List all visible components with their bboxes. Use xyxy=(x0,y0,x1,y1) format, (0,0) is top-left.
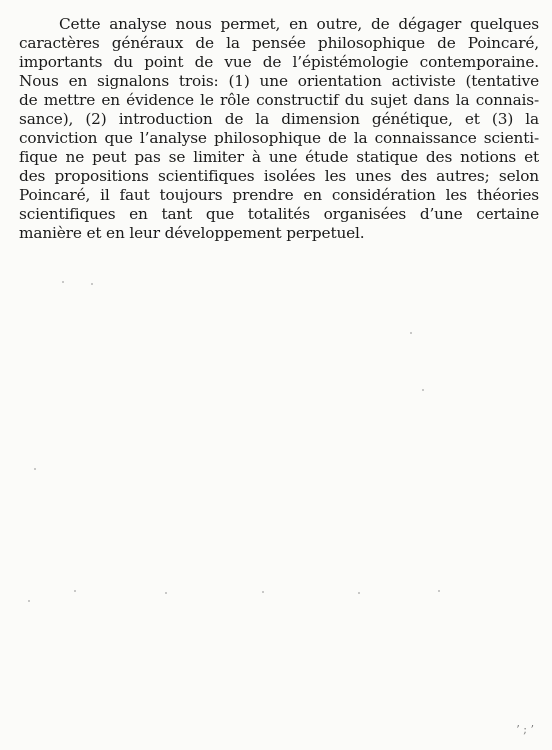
scan-speck xyxy=(438,590,440,592)
paragraph-line-8: fique ne peut pas se limiter à une étude statique des notions et xyxy=(19,148,539,166)
paragraph-line-11: scientifiques en tant que totalités organisées d’une certaine xyxy=(19,205,539,223)
paragraph-line-10: Poincaré, il faut toujours prendre en considération les théories xyxy=(19,186,539,204)
scan-speck xyxy=(422,389,424,391)
scan-speck xyxy=(28,600,30,602)
page-corner-mark: ’ ; ’ xyxy=(516,723,534,736)
body-paragraph xyxy=(19,15,539,243)
scan-speck xyxy=(62,281,64,283)
scan-speck xyxy=(358,592,360,594)
paragraph-line-5: de mettre en évidence le rôle constructif du sujet dans la connais- xyxy=(19,91,539,109)
scan-speck xyxy=(34,468,36,470)
scan-speck xyxy=(410,332,412,334)
scan-speck xyxy=(91,283,93,285)
paragraph-line-9: des propositions scientifiques isolées les unes des autres; selon xyxy=(19,167,539,185)
paragraph-line-3: importants du point de vue de l’épistémologie contemporaine. xyxy=(19,53,539,71)
scan-speck xyxy=(262,591,264,593)
paragraph-line-4: Nous en signalons trois: (1) une orientation activiste (tentative xyxy=(19,72,539,90)
scan-speck xyxy=(165,592,167,594)
paragraph-line-1: Cette analyse nous permet, en outre, de dégager quelques xyxy=(59,15,539,33)
paragraph-line-2: caractères généraux de la pensée philosophique de Poincaré, xyxy=(19,34,539,52)
scan-speck xyxy=(74,590,76,592)
paragraph-line-7: conviction que l’analyse philosophique de la connaissance scienti- xyxy=(19,129,539,147)
paragraph-line-6: sance), (2) introduction de la dimension génétique, et (3) la xyxy=(19,110,539,128)
paragraph-line-12: manière et en leur développement perpetuel. xyxy=(19,224,365,242)
